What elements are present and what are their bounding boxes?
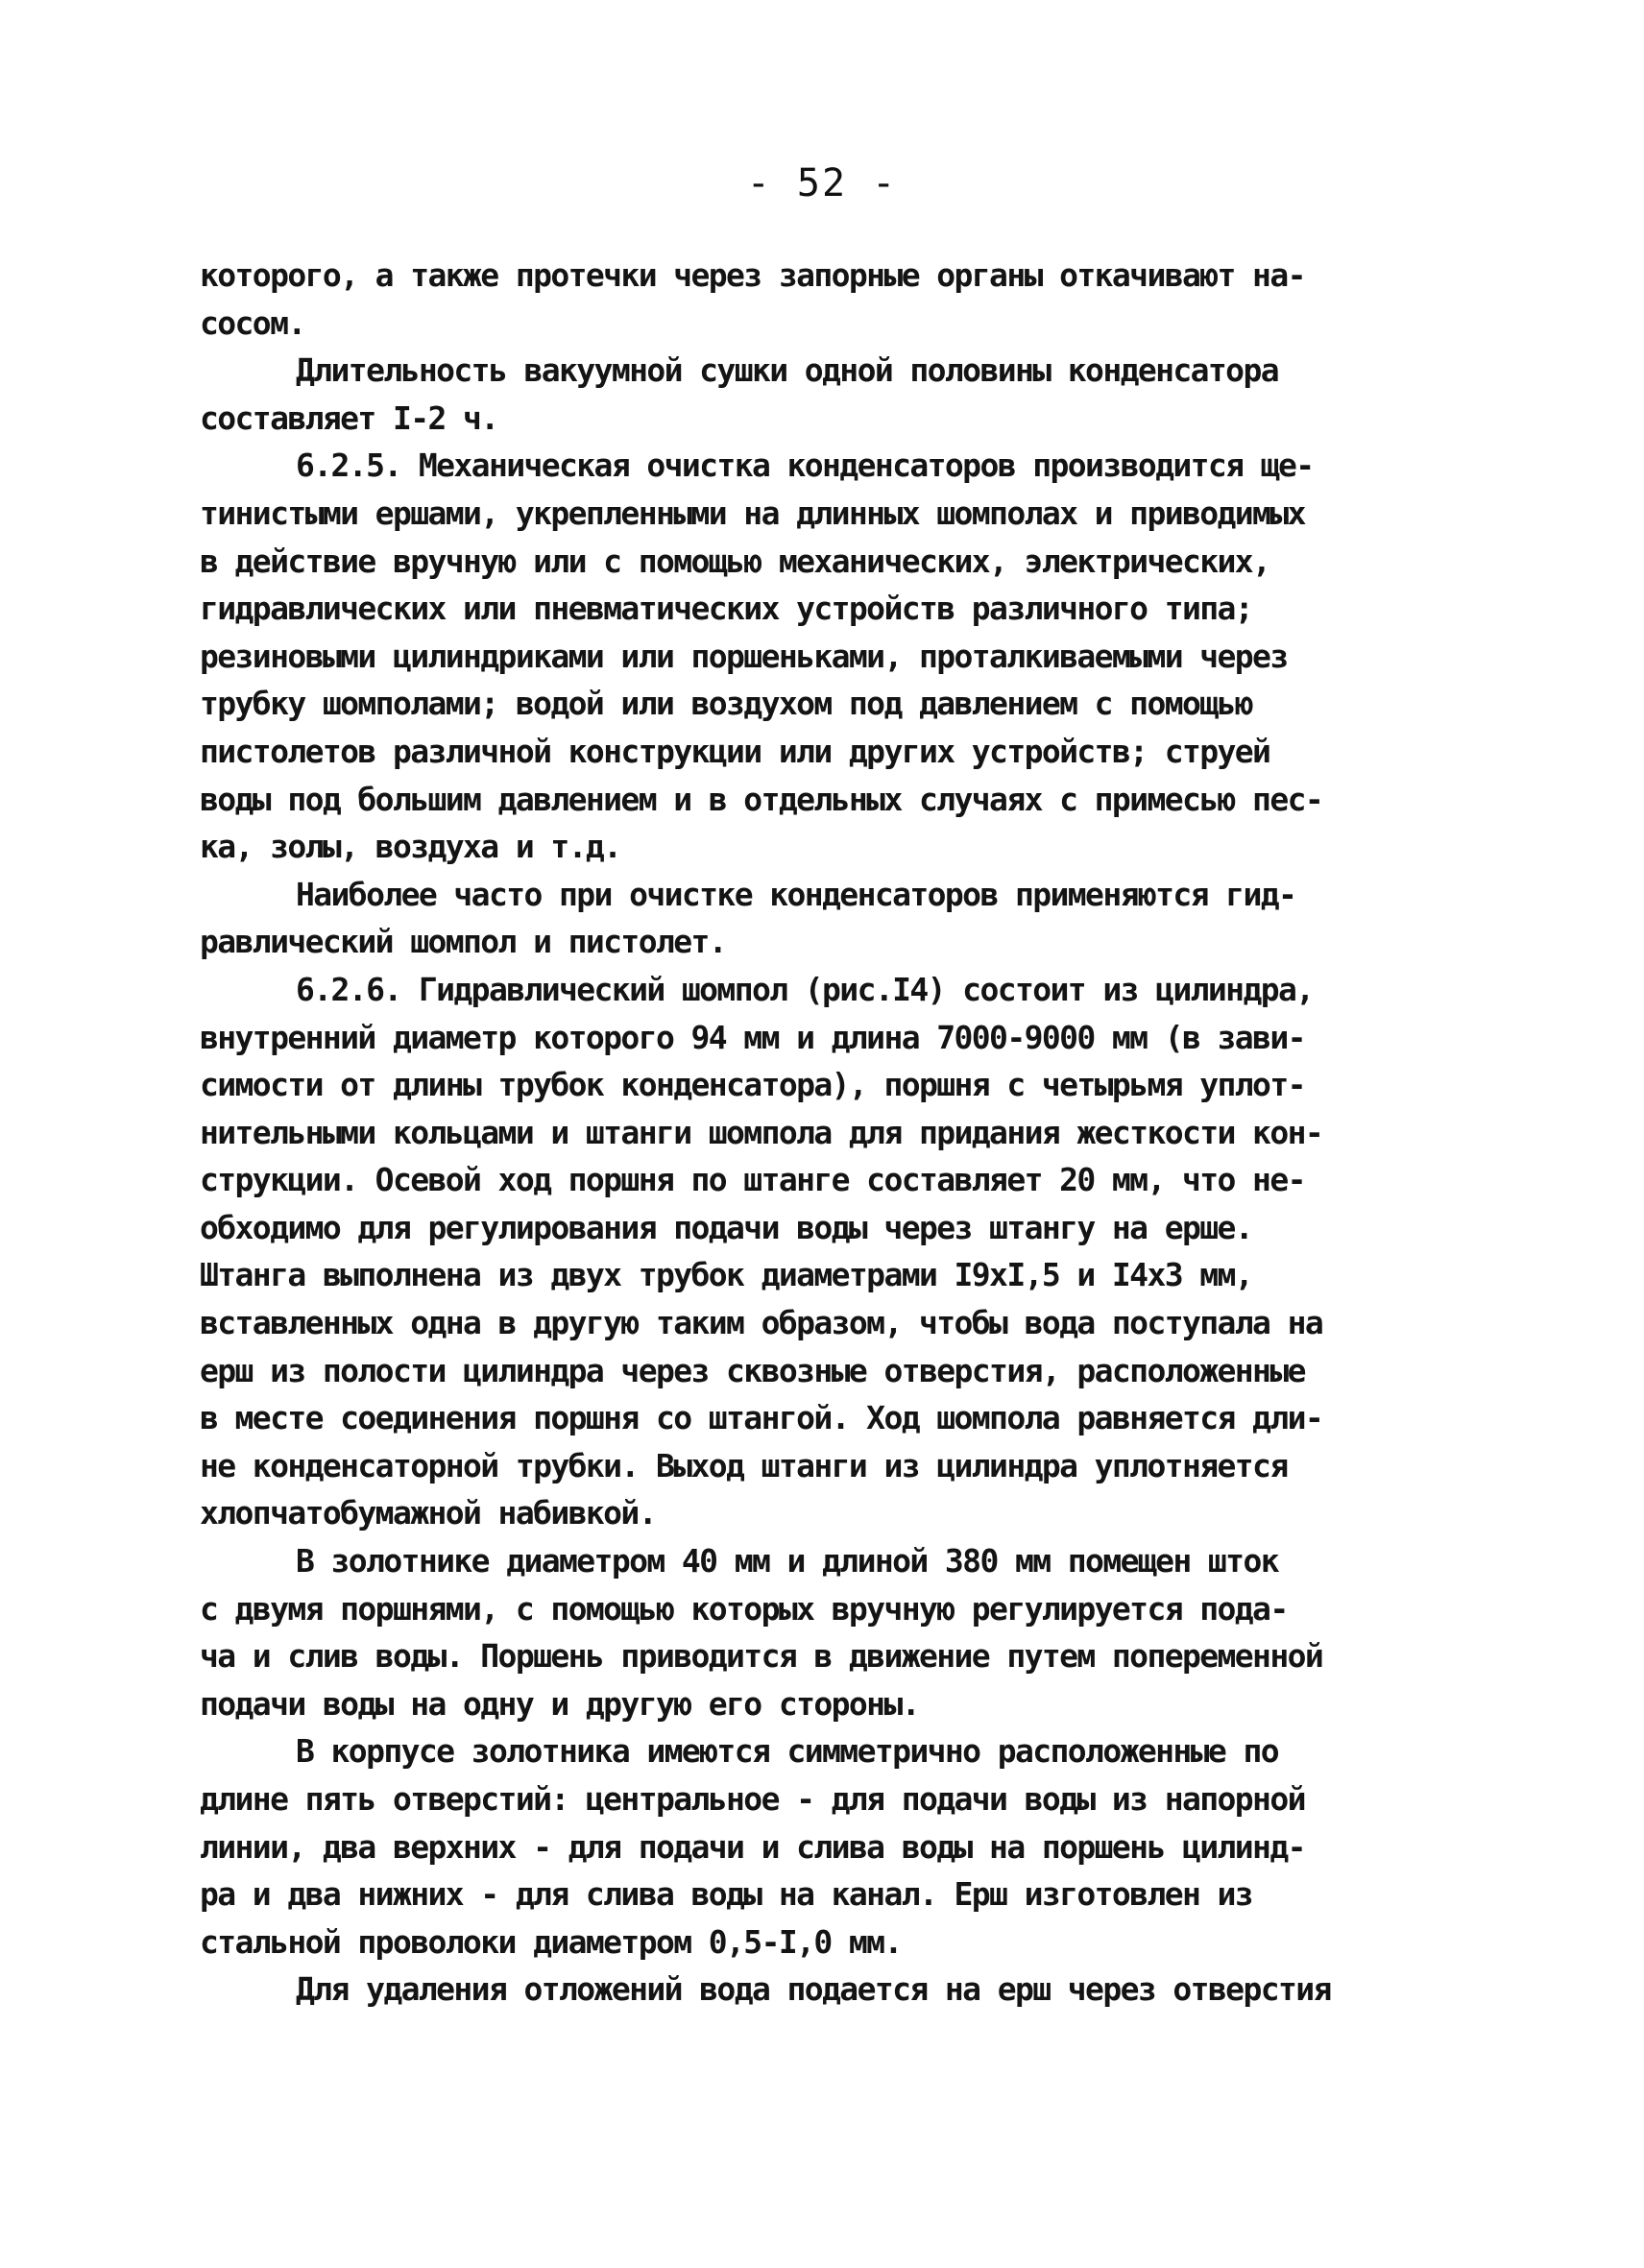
body-text — [200, 252, 1477, 2014]
text-line: Наиболее часто при очистке конденсаторов применяются гид- — [296, 875, 1296, 913]
text-line: ерш из полости цилиндра через сквозные отверстия, расположенные — [200, 1351, 1305, 1389]
page-number: - 52 - — [746, 161, 898, 205]
text-line: в месте соединения поршня со штангой. Ход шомпола равняется дли- — [200, 1399, 1323, 1437]
text-line: пистолетов различной конструкции или других устройств; струей — [200, 732, 1270, 770]
text-line: Штанга выполнена из двух трубок диаметрами I9xI,5 и I4x3 мм, — [200, 1256, 1253, 1294]
text-line: не конденсаторной трубки. Выход штанги из цилиндра уплотняется — [200, 1446, 1288, 1484]
text-line: воды под большим давлением и в отдельных случаях с примесью пес- — [200, 780, 1323, 818]
text-line: в действие вручную или с помощью механических, электрических, — [200, 542, 1270, 580]
text-line: В корпусе золотника имеются симметрично расположенные по — [296, 1732, 1278, 1771]
text-line: резиновыми цилиндриками или поршеньками, проталкиваемыми через — [200, 637, 1288, 675]
text-line: нительными кольцами и штанги шомпола для придания жесткости кон- — [200, 1113, 1323, 1151]
text-line: Длительность вакуумной сушки одной половины конденсатора — [296, 351, 1278, 390]
text-line: линии, два верхних - для подачи и слива воды на поршень цилинд- — [200, 1827, 1305, 1866]
text-line: внутренний диаметр которого 94 мм и длина 7000-9000 мм (в зави- — [200, 1018, 1305, 1056]
text-line: 6.2.5. Механическая очистка конденсаторов производится ще- — [296, 446, 1314, 485]
text-line: 6.2.6. Гидравлический шомпол (рис.I4) состоит из цилиндра, — [296, 970, 1314, 1008]
text-line: хлопчатобумажной набивкой. — [200, 1494, 656, 1532]
text-line: ка, золы, воздуха и т.д. — [200, 828, 621, 866]
text-line: тинистыми ершами, укрепленными на длинных шомполах и приводимых — [200, 494, 1305, 532]
text-line: вставленных одна в другую таким образом, чтобы вода поступала на — [200, 1304, 1323, 1342]
text-line: составляет I-2 ч. — [200, 398, 498, 437]
text-line: сосом. — [200, 303, 305, 342]
text-line: с двумя поршнями, с помощью которых вручную регулируется пода- — [200, 1589, 1288, 1628]
text-line: Для удаления отложений вода подается на ерш через отверстия — [296, 1970, 1331, 2009]
text-line: трубку шомполами; водой или воздухом под давлением с помощью — [200, 685, 1253, 723]
text-line: стальной проволоки диаметром 0,5-I,0 мм. — [200, 1922, 902, 1961]
text-line: ча и слив воды. Поршень приводится в движение путем попеременной — [200, 1637, 1323, 1676]
text-line: длине пять отверстий: центральное - для подачи воды из напорной — [200, 1780, 1305, 1818]
text-line: струкции. Осевой ход поршня по штанге составляет 20 мм, что не- — [200, 1161, 1305, 1199]
text-line: которого, а также протечки через запорные органы откачивают на- — [200, 256, 1305, 294]
text-line: обходимо для регулирования подачи воды через штангу на ерше. — [200, 1208, 1253, 1246]
text-line: ра и два нижних - для слива воды на канал. Ерш изготовлен из — [200, 1875, 1253, 1914]
text-line: подачи воды на одну и другую его стороны. — [200, 1684, 919, 1723]
text-line: В золотнике диаметром 40 мм и длиной 380 мм помещен шток — [296, 1542, 1278, 1580]
text-line: симости от длины трубок конденсатора), поршня с четырьмя уплот- — [200, 1066, 1305, 1104]
text-line: гидравлических или пневматических устройств различного типа; — [200, 590, 1253, 628]
text-line: равлический шомпол и пистолет. — [200, 923, 727, 961]
